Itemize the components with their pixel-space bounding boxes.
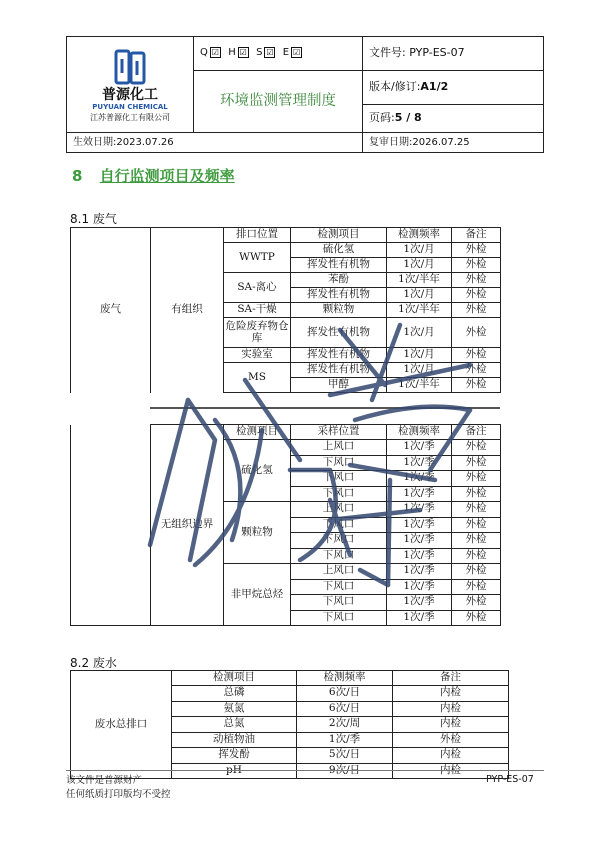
doc-number-cell: [363, 37, 544, 71]
check-label-s: S: [256, 47, 263, 59]
org-item: 苯酚: [291, 273, 387, 288]
unorg-freq: 1次/季: [387, 610, 452, 626]
unorg-position: 上风口: [291, 564, 387, 580]
org-note: 外检: [452, 258, 501, 273]
org-location: SA-干燥: [224, 303, 291, 318]
document-header: [66, 36, 544, 153]
unorg-freq: 1次/季: [387, 517, 452, 533]
org-item: 挥发性有机物: [291, 348, 387, 363]
checkbox-h: ☑: [239, 48, 247, 58]
water-freq: 6次/日: [297, 686, 393, 702]
qhse-checks: [194, 37, 363, 71]
org-item: 挥发性有机物: [291, 318, 387, 348]
org-note: 外检: [452, 378, 501, 393]
org-header-freq: 检测频率: [387, 228, 452, 243]
org-freq: 1次/月: [387, 243, 452, 258]
check-label-e: E: [282, 47, 290, 59]
unorg-note: 外检: [452, 564, 501, 580]
unorg-position: 上风口: [291, 440, 387, 456]
water-note: 内检: [393, 763, 509, 779]
gas-category: 废气: [71, 228, 151, 393]
org-freq: 1次/月: [387, 288, 452, 303]
footer-control-note: 任何纸质打印版均不受控: [66, 789, 171, 800]
unorg-position: 下风口: [291, 579, 387, 595]
unorg-note: 外检: [452, 579, 501, 595]
org-item: 挥发性有机物: [291, 363, 387, 378]
checkbox-q: ☑: [211, 48, 219, 58]
section-heading: [72, 165, 235, 186]
unorg-position: 上风口: [291, 502, 387, 518]
unorg-note: 外检: [452, 440, 501, 456]
document-title: 环境监测管理制度: [194, 71, 363, 133]
check-label-h: H: [228, 47, 236, 59]
org-freq: 1次/半年: [387, 273, 452, 288]
organized-label: 有组织: [151, 228, 224, 393]
unorg-item: 硫化氢: [224, 440, 291, 502]
unorg-position: 下风口: [291, 548, 387, 564]
section-divider: [150, 407, 500, 409]
water-note: 内检: [393, 717, 509, 733]
doc-number: PYP-ES-07: [409, 46, 465, 60]
org-freq: 1次/月: [387, 363, 452, 378]
unorg-freq: 1次/季: [387, 579, 452, 595]
org-item: 挥发性有机物: [291, 288, 387, 303]
org-freq: 1次/月: [387, 258, 452, 273]
water-item: 挥发酚: [172, 748, 297, 764]
org-item: 甲醇: [291, 378, 387, 393]
org-location: 实验室: [224, 348, 291, 363]
section-number: 8: [72, 167, 83, 185]
unorg-item: 颗粒物: [224, 502, 291, 564]
checkbox-e: ☑: [293, 48, 301, 58]
unorg-header-position: 采样位置: [291, 425, 387, 440]
org-item: 硫化氢: [291, 243, 387, 258]
water-header-note: 备注: [393, 671, 509, 686]
footer-doc-number: PYP-ES-07: [486, 774, 534, 785]
footer-left: [66, 774, 171, 802]
water-header-freq: 检测频率: [297, 671, 393, 686]
org-note: 外检: [452, 273, 501, 288]
unorg-freq: 1次/季: [387, 564, 452, 580]
water-header-item: 检测项目: [172, 671, 297, 686]
unorg-position: 下风口: [291, 610, 387, 626]
org-location: WWTP: [224, 243, 291, 273]
water-item: pH: [172, 763, 297, 779]
effective-date: 2023.07.26: [116, 137, 174, 148]
effective-date-cell: [67, 133, 363, 153]
org-location: 危险废弃物仓库: [224, 318, 291, 348]
unorg-header-item: 检测项目: [224, 425, 291, 440]
water-outlet: 废水总排口: [71, 671, 172, 779]
org-freq: 1次/半年: [387, 378, 452, 393]
water-item: 氨氮: [172, 701, 297, 717]
unorg-position: 下风口: [291, 455, 387, 471]
gas-subtitle: 8.1 废气: [70, 212, 117, 226]
org-header-item: 检测项目: [291, 228, 387, 243]
water-note: 内检: [393, 748, 509, 764]
review-date: 2026.07.25: [412, 137, 470, 148]
unorg-freq: 1次/季: [387, 595, 452, 611]
unorg-freq: 1次/季: [387, 502, 452, 518]
gas-category-continued: [71, 425, 151, 626]
water-note: 外检: [393, 732, 509, 748]
org-freq: 1次/半年: [387, 303, 452, 318]
footer-property-note: 该文件是普源财产: [66, 775, 143, 786]
water-item: 动植物油: [172, 732, 297, 748]
doc-number-label: 文件号:: [369, 46, 406, 60]
version-cell: [363, 71, 544, 105]
water-freq: 2次/周: [297, 717, 393, 733]
company-name-en: PUYUAN CHEMICAL: [92, 102, 168, 111]
unorg-note: 外检: [452, 455, 501, 471]
water-note: 内检: [393, 686, 509, 702]
effective-date-label: 生效日期:: [73, 137, 117, 148]
water-note: 内检: [393, 701, 509, 717]
unorg-position: 下风口: [291, 486, 387, 502]
unorganized-gas-table: [70, 424, 501, 626]
org-item: 挥发性有机物: [291, 258, 387, 273]
water-item: 总氮: [172, 717, 297, 733]
org-header-location: 排口位置: [224, 228, 291, 243]
version-value: A1/2: [420, 80, 449, 94]
review-date-label: 复审日期:: [369, 137, 413, 148]
org-note: 外检: [452, 363, 501, 378]
unorg-item: 非甲烷总烃: [224, 564, 291, 626]
puyuan-logo-icon: [113, 49, 147, 87]
unorg-note: 外检: [452, 486, 501, 502]
water-freq: 1次/季: [297, 732, 393, 748]
unorg-header-freq: 检测频率: [387, 425, 452, 440]
unorg-note: 外检: [452, 533, 501, 549]
unorg-freq: 1次/季: [387, 486, 452, 502]
unorg-note: 外检: [452, 517, 501, 533]
version-label: 版本/修订:: [369, 80, 421, 94]
wastewater-table: [70, 670, 509, 779]
org-note: 外检: [452, 303, 501, 318]
check-label-q: Q: [200, 47, 208, 59]
org-header-note: 备注: [452, 228, 501, 243]
org-note: 外检: [452, 243, 501, 258]
page-number-cell: [363, 105, 544, 133]
unorg-note: 外检: [452, 471, 501, 487]
water-item: 总磷: [172, 686, 297, 702]
checkbox-s: ☑: [266, 48, 274, 58]
company-full-name: 江苏普源化工有限公司: [90, 112, 170, 122]
org-note: 外检: [452, 318, 501, 348]
water-freq: 9次/日: [297, 763, 393, 779]
unorg-note: 外检: [452, 502, 501, 518]
unorg-position: 下风口: [291, 595, 387, 611]
footer-rule: [66, 770, 544, 771]
unorg-freq: 1次/季: [387, 548, 452, 564]
company-logo-cell: [67, 37, 194, 133]
unorg-freq: 1次/季: [387, 533, 452, 549]
unorg-freq: 1次/季: [387, 471, 452, 487]
unorganized-label: 无组织边界: [151, 425, 224, 626]
unorg-position: 下风口: [291, 533, 387, 549]
unorg-note: 外检: [452, 610, 501, 626]
unorg-freq: 1次/季: [387, 455, 452, 471]
unorg-note: 外检: [452, 548, 501, 564]
org-freq: 1次/月: [387, 318, 452, 348]
page-label: 页码:: [369, 111, 395, 125]
unorg-freq: 1次/季: [387, 440, 452, 456]
org-note: 外检: [452, 288, 501, 303]
water-freq: 6次/日: [297, 701, 393, 717]
section-title: 自行监测项目及频率: [99, 167, 235, 185]
review-date-cell: [363, 133, 544, 153]
org-location: MS: [224, 363, 291, 393]
org-freq: 1次/月: [387, 348, 452, 363]
org-item: 颗粒物: [291, 303, 387, 318]
organized-gas-table: [70, 227, 501, 393]
unorg-header-note: 备注: [452, 425, 501, 440]
org-note: 外检: [452, 348, 501, 363]
org-location: SA-离心: [224, 273, 291, 303]
water-freq: 5次/日: [297, 748, 393, 764]
unorg-position: 下风口: [291, 471, 387, 487]
unorg-note: 外检: [452, 595, 501, 611]
unorg-position: 下风口: [291, 517, 387, 533]
company-name-cn: 普源化工: [102, 86, 158, 103]
page-number: 5 / 8: [394, 111, 422, 125]
water-subtitle: 8.2 废水: [70, 656, 117, 670]
